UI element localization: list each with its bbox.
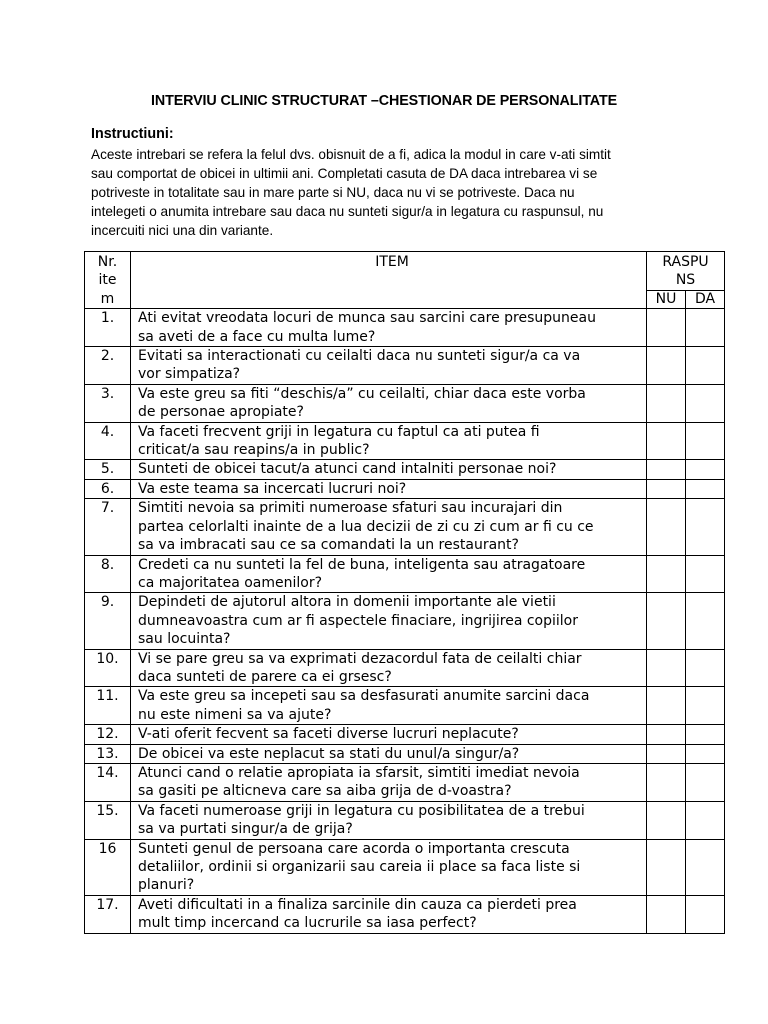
item-text bbox=[131, 687, 647, 725]
item-text-line: sau locuinta? bbox=[138, 631, 231, 648]
item-number: 15. bbox=[85, 801, 131, 839]
answer-nu-checkbox[interactable] bbox=[647, 460, 686, 479]
answer-da-checkbox[interactable] bbox=[686, 839, 725, 895]
header-nr-line: m bbox=[100, 290, 115, 307]
column-header-raspuns bbox=[647, 252, 725, 291]
item-number: 11. bbox=[85, 687, 131, 725]
item-number: 7. bbox=[85, 499, 131, 555]
answer-da-checkbox[interactable] bbox=[686, 763, 725, 801]
item-text bbox=[131, 725, 647, 744]
item-text bbox=[131, 839, 647, 895]
item-text-line: daca sunteti de parere ca ei grsesc? bbox=[138, 668, 392, 685]
instructions-heading: Instructiuni: bbox=[91, 126, 174, 142]
answer-da-checkbox[interactable] bbox=[686, 479, 725, 498]
table-row bbox=[85, 309, 725, 347]
table-body bbox=[85, 309, 725, 933]
answer-nu-checkbox[interactable] bbox=[647, 725, 686, 744]
answer-da-checkbox[interactable] bbox=[686, 744, 725, 763]
instructions-line: Aceste intrebari se refera la felul dvs. obisnuit de a fi, adica la modul in care v-ati simtit bbox=[91, 147, 611, 162]
table-row bbox=[85, 479, 725, 498]
item-number: 6. bbox=[85, 479, 131, 498]
item-number: 14. bbox=[85, 763, 131, 801]
item-text-line: planuri? bbox=[138, 877, 195, 894]
item-number: 8. bbox=[85, 555, 131, 593]
item-text-line: Sunteti de obicei tacut/a atunci cand intalniti personae noi? bbox=[138, 461, 557, 478]
answer-da-checkbox[interactable] bbox=[686, 555, 725, 593]
item-text-line: Aveti dificultati in a finaliza sarcinile din cauza ca pierdeti prea bbox=[138, 896, 577, 913]
table-row bbox=[85, 763, 725, 801]
column-header-nr bbox=[85, 252, 131, 309]
table-row bbox=[85, 725, 725, 744]
questionnaire-table bbox=[84, 251, 725, 934]
header-nr-line: ite bbox=[98, 272, 117, 289]
item-text bbox=[131, 479, 647, 498]
item-text-line: sa va imbracati sau ce sa comandati la un restaurant? bbox=[138, 537, 519, 554]
item-text bbox=[131, 801, 647, 839]
item-text bbox=[131, 384, 647, 422]
item-text bbox=[131, 895, 647, 933]
item-number: 16 bbox=[85, 839, 131, 895]
answer-nu-checkbox[interactable] bbox=[647, 309, 686, 347]
item-text-line: partea celorlalti inainte de a lua decizii de zi cu zi cum ar fi cu ce bbox=[138, 518, 594, 535]
item-text-line: sa va purtati singur/a de grija? bbox=[138, 821, 353, 838]
item-text bbox=[131, 593, 647, 649]
instructions-line: potriveste in totalitate sau in mare parte si NU, daca nu vi se potriveste. Daca nu bbox=[91, 185, 575, 200]
table-row bbox=[85, 593, 725, 649]
item-number: 5. bbox=[85, 460, 131, 479]
item-text-line: sa gasiti pe alticneva care sa aiba grija de d-voastra? bbox=[138, 783, 512, 800]
item-number: 13. bbox=[85, 744, 131, 763]
item-number: 4. bbox=[85, 422, 131, 460]
answer-da-checkbox[interactable] bbox=[686, 725, 725, 744]
item-text-line: De obicei va este neplacut sa stati du unul/a singur/a? bbox=[138, 745, 520, 762]
answer-nu-checkbox[interactable] bbox=[647, 744, 686, 763]
item-text bbox=[131, 555, 647, 593]
answer-nu-checkbox[interactable] bbox=[647, 763, 686, 801]
answer-nu-checkbox[interactable] bbox=[647, 593, 686, 649]
answer-nu-checkbox[interactable] bbox=[647, 347, 686, 385]
item-text bbox=[131, 309, 647, 347]
answer-nu-checkbox[interactable] bbox=[647, 499, 686, 555]
answer-nu-checkbox[interactable] bbox=[647, 801, 686, 839]
answer-da-checkbox[interactable] bbox=[686, 649, 725, 687]
item-text-line: Va faceti frecvent griji in legatura cu faptul ca ati putea fi bbox=[138, 423, 540, 440]
item-number: 9. bbox=[85, 593, 131, 649]
item-text-line: de personae apropiate? bbox=[138, 404, 304, 421]
column-header-nu: NU bbox=[647, 291, 686, 309]
item-text-line: nu este nimeni sa va ajute? bbox=[138, 706, 332, 723]
item-text-line: dumneavoastra cum ar fi aspectele finaciare, ingrijirea copiilor bbox=[138, 612, 579, 629]
item-number: 2. bbox=[85, 347, 131, 385]
item-text-line: Atunci cand o relatie apropiata ia sfarsit, simtiti imediat nevoia bbox=[138, 764, 580, 781]
item-text-line: V-ati oferit fecvent sa faceti diverse lucruri neplacute? bbox=[138, 726, 519, 743]
item-text-line: sa aveti de a face cu multa lume? bbox=[138, 328, 376, 345]
answer-da-checkbox[interactable] bbox=[686, 309, 725, 347]
header-raspuns-line: RASPU bbox=[662, 254, 709, 270]
item-number: 3. bbox=[85, 384, 131, 422]
item-text bbox=[131, 744, 647, 763]
instructions-line: incercuiti nici una din variante. bbox=[91, 223, 274, 238]
instructions-line: intelegeti o anumita intrebare sau daca nu sunteti sigur/a in legatura cu raspunsul, nu bbox=[91, 204, 604, 219]
item-text bbox=[131, 763, 647, 801]
item-text bbox=[131, 422, 647, 460]
table-row bbox=[85, 384, 725, 422]
answer-da-checkbox[interactable] bbox=[686, 384, 725, 422]
instructions-line: sau comportat de obicei in ultimii ani. Completati casuta de DA daca intrebarea vi se bbox=[91, 166, 598, 181]
item-text-line: ca majoritatea oamenilor? bbox=[138, 574, 323, 591]
table-header-row bbox=[85, 252, 725, 291]
item-text-line: Vi se pare greu sa va exprimati dezacordul fata de ceilalti chiar bbox=[138, 650, 582, 667]
table-row bbox=[85, 801, 725, 839]
column-header-item: ITEM bbox=[131, 252, 647, 309]
item-text bbox=[131, 499, 647, 555]
table-row bbox=[85, 839, 725, 895]
answer-da-checkbox[interactable] bbox=[686, 687, 725, 725]
item-text bbox=[131, 460, 647, 479]
answer-da-checkbox[interactable] bbox=[686, 895, 725, 933]
item-text-line: Simtiti nevoia sa primiti numeroase sfaturi sau incurajari din bbox=[138, 500, 563, 517]
item-text-line: Evitati sa interactionati cu ceilalti daca nu sunteti sigur/a ca va bbox=[138, 348, 581, 365]
answer-da-checkbox[interactable] bbox=[686, 499, 725, 555]
table-row bbox=[85, 555, 725, 593]
item-text-line: Depindeti de ajutorul altora in domenii importante ale vietii bbox=[138, 594, 556, 611]
table-row bbox=[85, 687, 725, 725]
answer-nu-checkbox[interactable] bbox=[647, 687, 686, 725]
answer-nu-checkbox[interactable] bbox=[647, 422, 686, 460]
item-text-line: Va faceti numeroase griji in legatura cu posibilitatea de a trebui bbox=[138, 802, 585, 819]
item-text-line: Va este teama sa incercati lucruri noi? bbox=[138, 480, 407, 497]
table-row bbox=[85, 499, 725, 555]
table-row bbox=[85, 744, 725, 763]
answer-nu-checkbox[interactable] bbox=[647, 649, 686, 687]
column-header-da: DA bbox=[686, 291, 725, 309]
answer-nu-checkbox[interactable] bbox=[647, 555, 686, 593]
item-text bbox=[131, 347, 647, 385]
answer-nu-checkbox[interactable] bbox=[647, 384, 686, 422]
table-row bbox=[85, 347, 725, 385]
header-nr-line: Nr. bbox=[97, 254, 118, 270]
answer-nu-checkbox[interactable] bbox=[647, 479, 686, 498]
table-row bbox=[85, 460, 725, 479]
table-row bbox=[85, 422, 725, 460]
item-text bbox=[131, 649, 647, 687]
answer-da-checkbox[interactable] bbox=[686, 347, 725, 385]
item-text-line: criticat/a sau reapins/a in public? bbox=[138, 442, 370, 459]
item-text-line: Credeti ca nu sunteti la fel de buna, inteligenta sau atragatoare bbox=[138, 556, 586, 573]
item-text-line: detaliilor, ordinii si organizarii sau careia ii place sa faca liste si bbox=[138, 859, 581, 875]
item-number: 10. bbox=[85, 649, 131, 687]
table-row bbox=[85, 649, 725, 687]
item-text-line: vor simpatiza? bbox=[138, 366, 241, 383]
answer-da-checkbox[interactable] bbox=[686, 593, 725, 649]
item-text-line: Va este greu sa fiti “deschis/a” cu ceilalti, chiar daca este vorba bbox=[138, 385, 586, 402]
item-number: 1. bbox=[85, 309, 131, 347]
answer-da-checkbox[interactable] bbox=[686, 422, 725, 460]
table-row bbox=[85, 895, 725, 933]
answer-da-checkbox[interactable] bbox=[686, 801, 725, 839]
answer-da-checkbox[interactable] bbox=[686, 460, 725, 479]
item-number: 12. bbox=[85, 725, 131, 744]
instructions-text bbox=[91, 145, 691, 240]
header-raspuns-line: NS bbox=[675, 272, 696, 289]
document-title: INTERVIU CLINIC STRUCTURAT –CHESTIONAR DE PERSONALITATE bbox=[150, 93, 618, 109]
item-text-line: mult timp incercand ca lucrurile sa iasa perfect? bbox=[138, 915, 477, 932]
answer-nu-checkbox[interactable] bbox=[647, 895, 686, 933]
item-number: 17. bbox=[85, 895, 131, 933]
item-text-line: Ati evitat vreodata locuri de munca sau sarcini care presupuneau bbox=[138, 310, 596, 327]
item-text-line: Va este greu sa incepeti sau sa desfasurati anumite sarcini daca bbox=[138, 688, 590, 705]
item-text-line: Sunteti genul de persoana care acorda o importanta crescuta bbox=[138, 840, 570, 857]
answer-nu-checkbox[interactable] bbox=[647, 839, 686, 895]
